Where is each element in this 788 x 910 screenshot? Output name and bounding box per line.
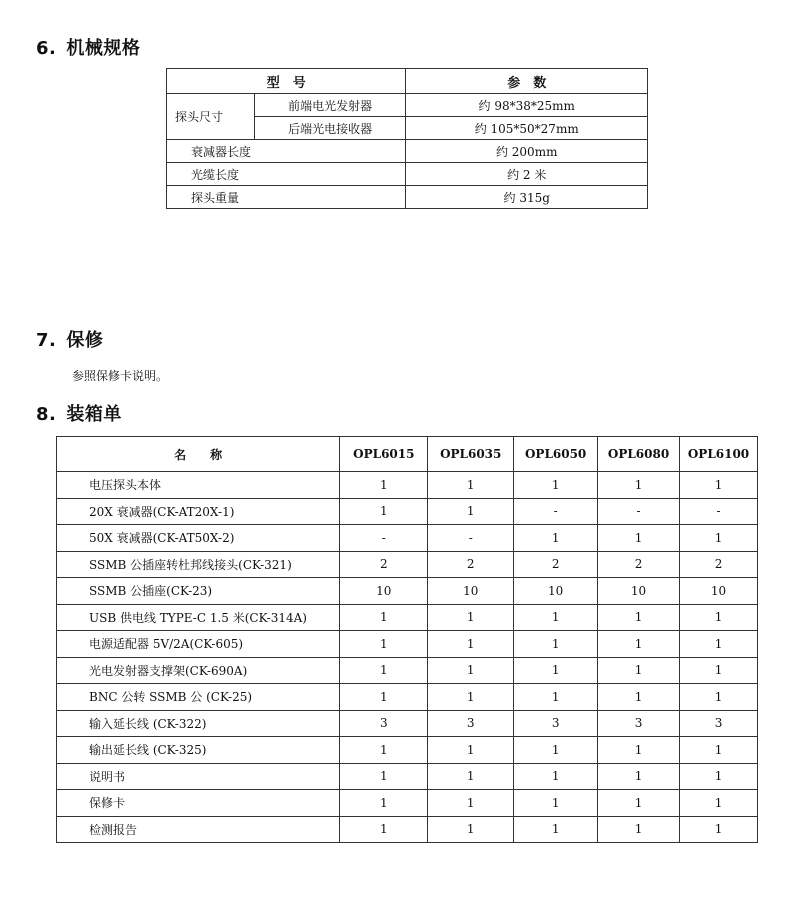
packing-item-quantity: 1 <box>340 684 428 711</box>
packing-item-name: 电源适配器 5V/2A(CK-605) <box>57 631 340 658</box>
packing-item-quantity: 10 <box>514 578 598 605</box>
spec-value: 约 315g <box>406 186 648 209</box>
spec-value: 约 200mm <box>406 140 648 163</box>
spec-header-model: 型 号 <box>167 69 406 94</box>
packing-item-quantity: 3 <box>514 710 598 737</box>
spec-sub-label: 后端光电接收器 <box>254 117 406 140</box>
packing-item-quantity: 1 <box>680 763 758 790</box>
section-6-number: 6. <box>36 38 57 59</box>
spec-row <box>167 186 648 209</box>
spec-header-row <box>167 69 648 94</box>
packing-item-name: 光电发射器支撑架(CK-690A) <box>57 657 340 684</box>
packing-item-quantity: 10 <box>598 578 680 605</box>
packing-item-quantity: 1 <box>340 763 428 790</box>
packing-item-quantity: 1 <box>340 472 428 499</box>
packing-item-quantity: 1 <box>428 737 514 764</box>
packing-item-quantity: 1 <box>680 525 758 552</box>
spec-row <box>167 140 648 163</box>
packing-item-name: 检测报告 <box>57 816 340 843</box>
packing-item-quantity: 1 <box>598 472 680 499</box>
packing-item-quantity: 1 <box>514 604 598 631</box>
packing-row <box>57 816 758 843</box>
spec-sub-label: 前端电光发射器 <box>254 94 406 117</box>
packing-row <box>57 578 758 605</box>
section-8-title: 装箱单 <box>66 404 122 425</box>
packing-row <box>57 525 758 552</box>
packing-item-quantity: 1 <box>428 498 514 525</box>
packing-item-quantity: 1 <box>680 790 758 817</box>
packing-item-name: SSMB 公插座转杜邦线接头(CK-321) <box>57 551 340 578</box>
packing-item-name: USB 供电线 TYPE-C 1.5 米(CK-314A) <box>57 604 340 631</box>
packing-item-name: SSMB 公插座(CK-23) <box>57 578 340 605</box>
packing-item-quantity: 1 <box>680 604 758 631</box>
packing-item-quantity: 1 <box>598 657 680 684</box>
packing-item-quantity: 1 <box>680 816 758 843</box>
packing-row <box>57 657 758 684</box>
section-6-title: 机械规格 <box>66 38 141 59</box>
packing-item-name: 输入延长线 (CK-322) <box>57 710 340 737</box>
packing-item-quantity: 1 <box>428 763 514 790</box>
packing-item-quantity: 1 <box>428 604 514 631</box>
section-6-heading <box>36 34 140 60</box>
packing-header-row <box>57 437 758 472</box>
packing-item-quantity: 1 <box>428 790 514 817</box>
packing-item-quantity: 1 <box>598 816 680 843</box>
spec-label: 探头重量 <box>167 186 406 209</box>
packing-item-quantity: 1 <box>680 684 758 711</box>
packing-row <box>57 684 758 711</box>
packing-item-quantity: 1 <box>340 604 428 631</box>
section-8-heading <box>36 400 122 426</box>
packing-header-model: OPL6050 <box>514 437 598 472</box>
packing-item-quantity: 10 <box>340 578 428 605</box>
packing-item-quantity: - <box>514 498 598 525</box>
spec-row <box>167 163 648 186</box>
packing-header-model: OPL6015 <box>340 437 428 472</box>
section-7-heading <box>36 326 103 352</box>
section-7-number: 7. <box>36 330 57 351</box>
packing-header-model: OPL6100 <box>680 437 758 472</box>
spec-value: 约 105*50*27mm <box>406 117 648 140</box>
packing-item-quantity: 1 <box>598 604 680 631</box>
spec-label: 光缆长度 <box>167 163 406 186</box>
packing-item-quantity: 1 <box>428 472 514 499</box>
packing-item-quantity: 1 <box>428 816 514 843</box>
packing-item-quantity: 1 <box>340 631 428 658</box>
packing-row <box>57 604 758 631</box>
packing-row <box>57 763 758 790</box>
packing-item-quantity: 3 <box>598 710 680 737</box>
packing-row <box>57 631 758 658</box>
packing-item-quantity: 1 <box>340 737 428 764</box>
packing-header-name: 名 称 <box>57 437 340 472</box>
packing-item-name: 输出延长线 (CK-325) <box>57 737 340 764</box>
packing-item-quantity: 1 <box>680 472 758 499</box>
packing-item-quantity: - <box>598 498 680 525</box>
packing-item-quantity: 1 <box>514 763 598 790</box>
spec-value: 约 98*38*25mm <box>406 94 648 117</box>
packing-item-quantity: 1 <box>680 737 758 764</box>
packing-item-name: 保修卡 <box>57 790 340 817</box>
spec-header-params: 参 数 <box>406 69 648 94</box>
packing-header-model: OPL6035 <box>428 437 514 472</box>
packing-item-quantity: 3 <box>340 710 428 737</box>
packing-item-quantity: 1 <box>598 763 680 790</box>
section-8-number: 8. <box>36 404 57 425</box>
packing-item-quantity: 1 <box>514 790 598 817</box>
packing-item-quantity: 2 <box>340 551 428 578</box>
packing-item-quantity: 1 <box>340 790 428 817</box>
packing-item-quantity: - <box>428 525 514 552</box>
packing-item-quantity: 1 <box>428 684 514 711</box>
packing-row <box>57 710 758 737</box>
spec-row <box>167 94 648 117</box>
packing-item-quantity: 2 <box>428 551 514 578</box>
packing-item-quantity: 1 <box>514 472 598 499</box>
packing-item-name: BNC 公转 SSMB 公 (CK-25) <box>57 684 340 711</box>
packing-item-quantity: 1 <box>514 525 598 552</box>
packing-item-quantity: 1 <box>514 684 598 711</box>
spec-table <box>166 68 648 209</box>
packing-item-name: 说明书 <box>57 763 340 790</box>
spec-value: 约 2 米 <box>406 163 648 186</box>
packing-row <box>57 790 758 817</box>
packing-row <box>57 472 758 499</box>
packing-item-name: 50X 衰减器(CK-AT50X-2) <box>57 525 340 552</box>
packing-item-quantity: 1 <box>680 657 758 684</box>
packing-item-quantity: 1 <box>598 631 680 658</box>
packing-row <box>57 551 758 578</box>
packing-item-quantity: 2 <box>680 551 758 578</box>
packing-item-quantity: 1 <box>428 631 514 658</box>
packing-item-quantity: 1 <box>340 657 428 684</box>
packing-item-quantity: 1 <box>340 498 428 525</box>
packing-item-name: 电压探头本体 <box>57 472 340 499</box>
packing-item-quantity: 1 <box>428 657 514 684</box>
packing-item-quantity: 1 <box>598 790 680 817</box>
packing-item-quantity: 1 <box>598 525 680 552</box>
packing-item-quantity: - <box>680 498 758 525</box>
section-7-title: 保修 <box>66 330 104 351</box>
packing-item-quantity: 1 <box>514 631 598 658</box>
packing-item-quantity: 2 <box>598 551 680 578</box>
packing-item-quantity: 1 <box>514 737 598 764</box>
packing-item-quantity: 2 <box>514 551 598 578</box>
packing-item-quantity: 1 <box>680 631 758 658</box>
packing-item-quantity: 1 <box>514 657 598 684</box>
spec-label: 衰减器长度 <box>167 140 406 163</box>
packing-item-quantity: 1 <box>340 816 428 843</box>
packing-item-quantity: 1 <box>598 737 680 764</box>
packing-item-quantity: 10 <box>680 578 758 605</box>
packing-item-quantity: 1 <box>514 816 598 843</box>
packing-row <box>57 498 758 525</box>
packing-header-model: OPL6080 <box>598 437 680 472</box>
packing-item-name: 20X 衰减器(CK-AT20X-1) <box>57 498 340 525</box>
packing-list-table <box>56 436 758 843</box>
packing-item-quantity: 1 <box>598 684 680 711</box>
packing-row <box>57 737 758 764</box>
packing-item-quantity: 10 <box>428 578 514 605</box>
warranty-note: 参照保修卡说明。 <box>72 369 169 383</box>
packing-item-quantity: - <box>340 525 428 552</box>
packing-item-quantity: 3 <box>428 710 514 737</box>
packing-table-body <box>57 472 758 843</box>
spec-probe-size-label: 探头尺寸 <box>167 94 255 140</box>
packing-item-quantity: 3 <box>680 710 758 737</box>
